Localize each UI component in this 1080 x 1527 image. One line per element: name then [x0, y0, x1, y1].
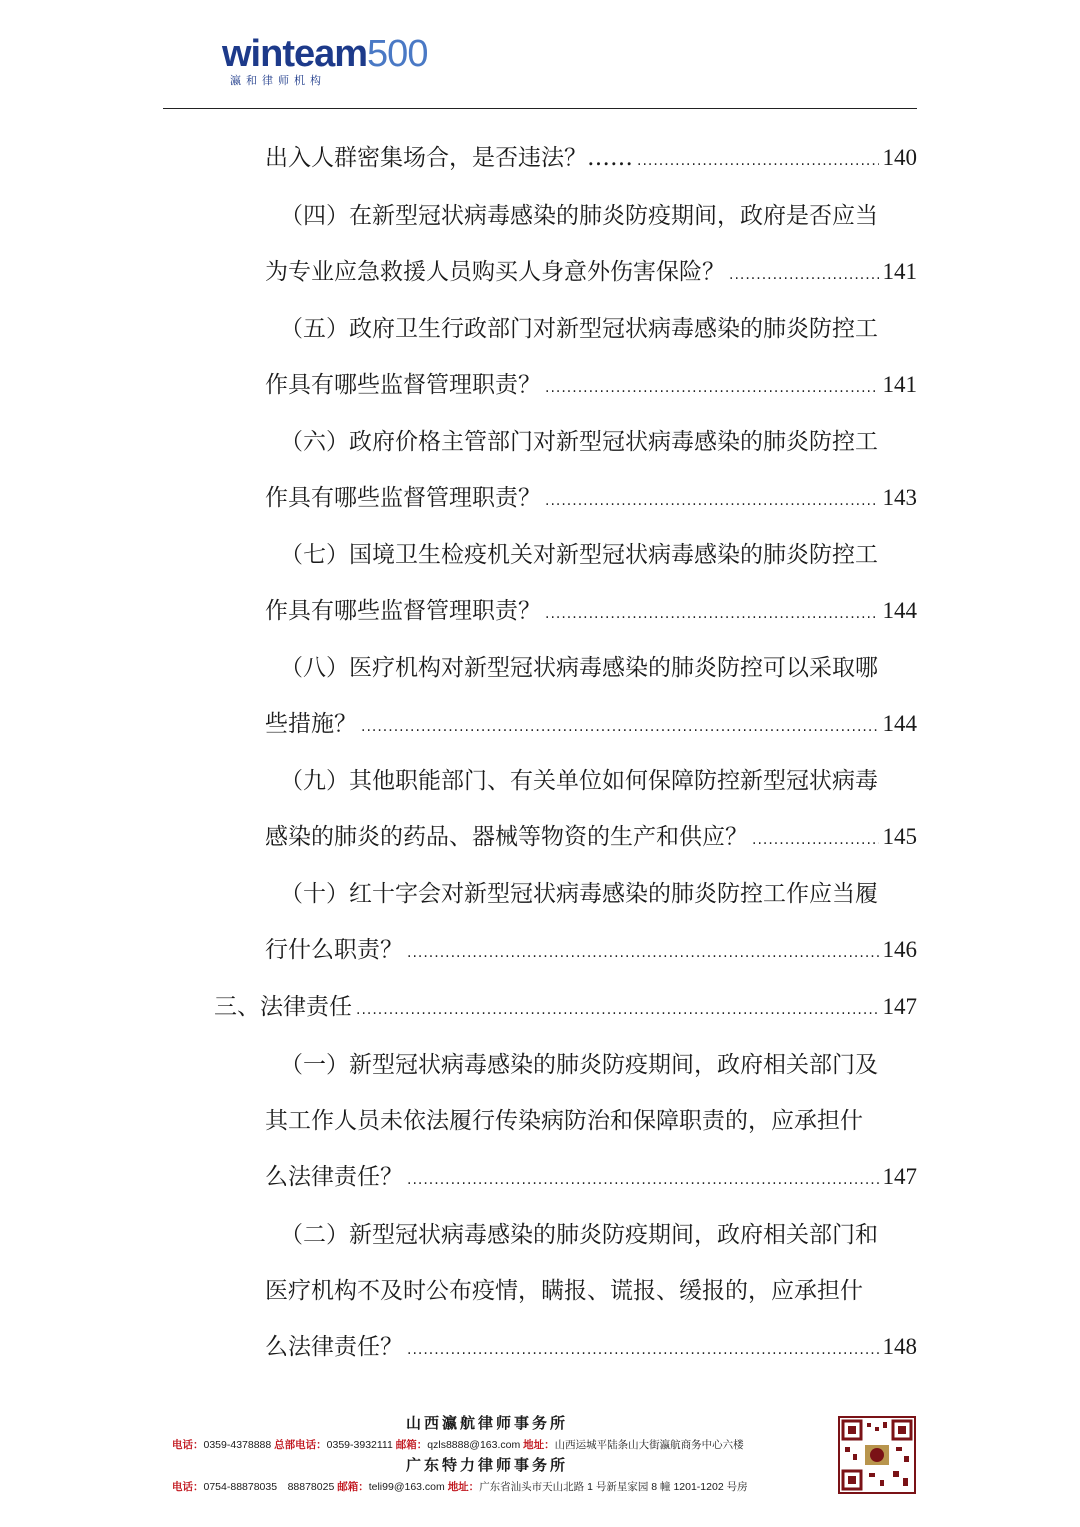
toc-entry[interactable]: （九）其他职能部门、有关单位如何保障防控新型冠状病毒: [280, 768, 878, 794]
page-number: 140: [882, 145, 917, 170]
toc-entry[interactable]: 作具有哪些监督管理职责？ ..... 144: [265, 596, 917, 629]
toc-entry[interactable]: 行什么职责？ ..... 146: [265, 935, 917, 968]
toc-entry[interactable]: （一）新型冠状病毒感染的肺炎防疫期间，政府相关部门及: [280, 1052, 878, 1078]
page-number: 144: [882, 711, 917, 736]
email-link[interactable]: qzls8888@163.com: [427, 1439, 521, 1451]
leader-dots: [545, 486, 879, 516]
contact-line-guangdong: 电话：0754-88878035 88878025 邮箱：teli99@163.com 地址：广东省汕头市天山北路 1 号新星家园 8 幢 1201-1202 号房: [172, 1481, 748, 1493]
page-number: 143: [882, 485, 917, 510]
firm-name-guangdong: 广东特力律师事务所: [406, 1456, 569, 1474]
toc-entry[interactable]: （四）在新型冠状病毒感染的肺炎防疫期间，政府是否应当: [280, 203, 878, 229]
leader-dots: [407, 938, 879, 968]
leader-dots: [545, 373, 879, 403]
toc-entry[interactable]: 其工作人员未依法履行传染病防治和保障职责的，应承担什: [265, 1108, 863, 1134]
toc-entry[interactable]: 作具有哪些监督管理职责？ ..... 143: [265, 483, 917, 516]
page-number: 146: [882, 937, 917, 962]
toc-entry[interactable]: （二）新型冠状病毒感染的肺炎防疫期间，政府相关部门和: [280, 1222, 878, 1248]
toc-entry[interactable]: （八）医疗机构对新型冠状病毒感染的肺炎防控可以采取哪: [280, 655, 878, 681]
toc-entry[interactable]: 感染的肺炎的药品、器械等物资的生产和供应？ ..... 145: [265, 822, 917, 855]
page-number: 144: [882, 598, 917, 623]
header-divider: [163, 108, 917, 109]
winteam-logo: [222, 34, 452, 90]
page-number: 148: [882, 1334, 917, 1359]
logo-number: 500: [367, 33, 428, 75]
logo-subtitle: 瀛和律师机构: [230, 74, 326, 87]
leader-dots: [637, 146, 879, 176]
leader-dots: [545, 599, 879, 629]
page-number: 147: [882, 1164, 917, 1189]
toc-entry[interactable]: 医疗机构不及时公布疫情，瞒报、谎报、缓报的，应承担什: [265, 1278, 863, 1304]
toc-entry[interactable]: 作具有哪些监督管理职责？ ..... 141: [265, 370, 917, 403]
page-number: 141: [882, 372, 917, 397]
toc-entry[interactable]: 为专业应急救援人员购买人身意外伤害保险？ ..... 141: [265, 257, 917, 290]
toc-entry[interactable]: （六）政府价格主管部门对新型冠状病毒感染的肺炎防控工: [280, 429, 878, 455]
page-number: 145: [882, 824, 917, 849]
leader-dots: [356, 995, 879, 1025]
page-footer: [0, 1408, 1080, 1518]
contact-line-shanxi: 电话：0359-4378888 总部电话：0359-3932111 邮箱：qzls8888@163.com 地址：山西运城平陆条山大街瀛航商务中心六楼: [172, 1439, 744, 1451]
email-link[interactable]: teli99@163.com: [368, 1481, 445, 1493]
leader-dots: [361, 712, 879, 742]
page-number: 141: [882, 259, 917, 284]
toc-entry[interactable]: （五）政府卫生行政部门对新型冠状病毒感染的肺炎防控工: [280, 316, 878, 342]
leader-dots: [407, 1335, 879, 1365]
leader-dots: [729, 260, 879, 290]
toc-entry[interactable]: 出入人群密集场合，是否违法？…… ..... 140: [265, 143, 917, 176]
toc-entry[interactable]: （七）国境卫生检疫机关对新型冠状病毒感染的肺炎防控工: [280, 542, 878, 568]
leader-dots: [407, 1165, 879, 1195]
toc-entry[interactable]: 么法律责任？ ..... 148: [265, 1332, 917, 1365]
toc-entry[interactable]: 些措施？ ..... 144: [265, 709, 917, 742]
page-number: 147: [882, 994, 917, 1019]
leader-dots: [752, 825, 879, 855]
toc-section-heading[interactable]: 三、法律责任 ..... 147: [214, 992, 917, 1025]
logo-word: winteam: [222, 33, 368, 75]
firm-name-shanxi: 山西瀛航律师事务所: [406, 1414, 569, 1432]
toc-entry[interactable]: （十）红十字会对新型冠状病毒感染的肺炎防控工作应当履: [280, 881, 878, 907]
qr-code-icon[interactable]: [838, 1416, 916, 1494]
toc-entry[interactable]: 么法律责任？ ..... 147: [265, 1162, 917, 1195]
